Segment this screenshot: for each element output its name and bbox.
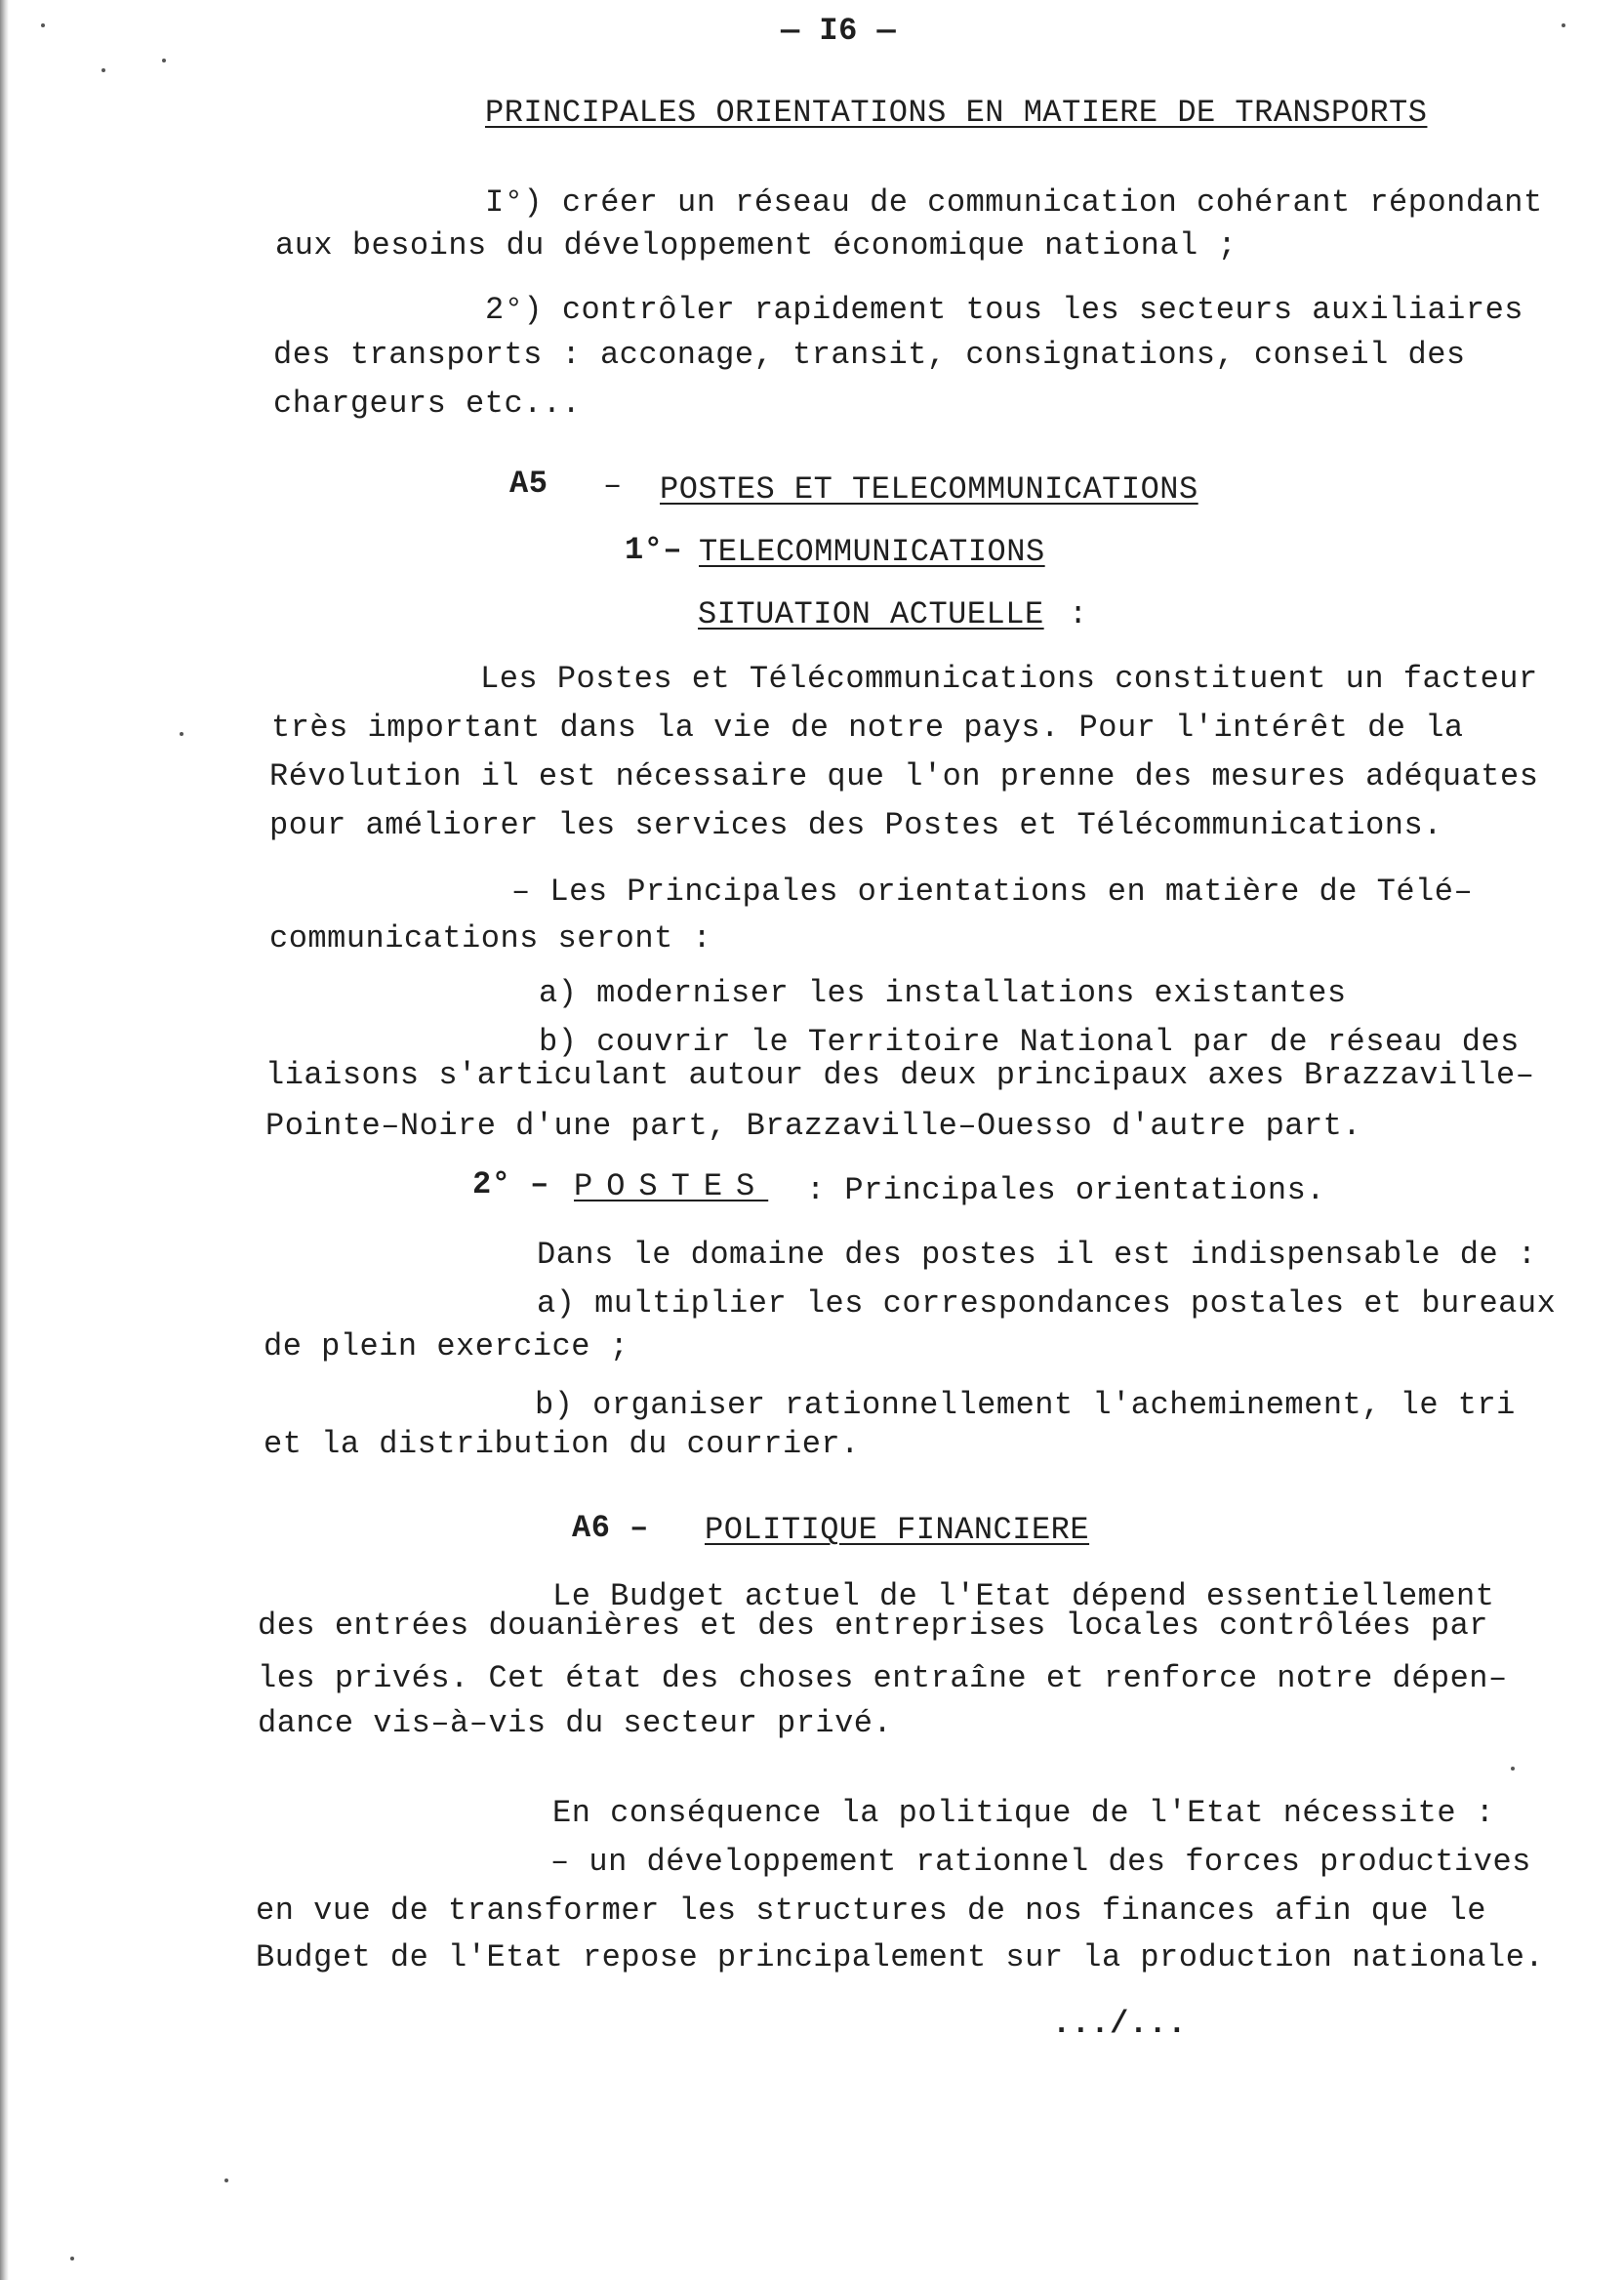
postes-intro: Dans le domaine des postes il est indispensable de : bbox=[537, 1237, 1537, 1273]
section-a6-heading: POLITIQUE FINANCIERE bbox=[705, 1512, 1090, 1548]
telecom-para-line-4: pour améliorer les services des Postes et Télécommunications. bbox=[269, 807, 1442, 843]
page-number: — I6 — bbox=[781, 13, 897, 49]
subsection-2-heading: POSTES bbox=[574, 1168, 769, 1204]
scan-speck bbox=[70, 2257, 74, 2260]
postes-item-b-line-2: et la distribution du courrier. bbox=[264, 1426, 860, 1462]
finance-consequence-line-4: Budget de l'Etat repose principalement sur la production nationale. bbox=[256, 1939, 1545, 1975]
postes-item-a-line-1: a) multiplier les correspondances postales et bureaux bbox=[537, 1285, 1557, 1322]
scan-speck bbox=[224, 2178, 228, 2182]
situation-heading: SITUATION ACTUELLE bbox=[698, 596, 1044, 632]
finance-para-line-2: des entrées douanières et des entreprises locales contrôlées par bbox=[258, 1608, 1488, 1644]
telecom-orientations-line-1: – Les Principales orientations en matière de Télé– bbox=[511, 874, 1474, 910]
section-a6-number: A6 – bbox=[572, 1510, 649, 1546]
scan-speck bbox=[180, 732, 183, 736]
telecom-para-line-1: Les Postes et Télécommunications constituent un facteur bbox=[480, 661, 1538, 697]
telecom-item-a: a) moderniser les installations existantes bbox=[539, 975, 1347, 1011]
section-a5-heading: POSTES ET TELECOMMUNICATIONS bbox=[660, 471, 1198, 508]
finance-consequence-line-1: En conséquence la politique de l'Etat nécessite : bbox=[552, 1795, 1495, 1831]
telecom-orientations-line-2: communications seront : bbox=[269, 920, 712, 957]
section-title: PRINCIPALES ORIENTATIONS EN MATIERE DE TRANSPORTS bbox=[485, 95, 1428, 131]
postes-item-b-line-1: b) organiser rationnellement l'acheminement, le tri bbox=[535, 1387, 1516, 1423]
postes-item-a-line-2: de plein exercice ; bbox=[264, 1328, 629, 1364]
finance-para-line-1: Le Budget actuel de l'Etat dépend essentiellement bbox=[552, 1578, 1495, 1614]
transport-item-2-line-2: des transports : acconage, transit, consignations, conseil des bbox=[273, 337, 1466, 373]
transport-item-2-line-3: chargeurs etc... bbox=[273, 386, 582, 422]
subsection-1-heading: TELECOMMUNICATIONS bbox=[699, 534, 1045, 570]
telecom-para-line-2: très important dans la vie de notre pays. Pour l'intérêt de la bbox=[271, 710, 1464, 746]
subsection-1-number: 1°– bbox=[625, 532, 683, 568]
continuation-mark: .../... bbox=[1052, 2006, 1187, 2042]
finance-para-line-3: les privés. Cet état des choses entraîne et renforce notre dépen– bbox=[258, 1660, 1508, 1696]
transport-item-1-line-1: I°) créer un réseau de communication cohérant répondant bbox=[485, 184, 1543, 221]
finance-consequence-line-2: – un développement rationnel des forces productives bbox=[550, 1844, 1531, 1880]
scan-speck bbox=[102, 68, 105, 72]
scan-speck bbox=[41, 23, 45, 27]
section-a5-number: A5 bbox=[509, 466, 548, 502]
scan-speck bbox=[1562, 23, 1565, 27]
scan-edge bbox=[0, 0, 9, 2280]
finance-para-line-4: dance vis–à–vis du secteur privé. bbox=[258, 1705, 893, 1741]
telecom-item-b-line-3: Pointe–Noire d'une part, Brazzaville–Ouesso d'autre part. bbox=[265, 1108, 1362, 1144]
situation-colon: : bbox=[1069, 596, 1088, 632]
transport-item-1-line-2: aux besoins du développement économique national ; bbox=[275, 227, 1238, 264]
scan-speck bbox=[162, 59, 166, 62]
subsection-2-rest: : Principales orientations. bbox=[806, 1172, 1325, 1208]
subsection-2-number: 2° – bbox=[472, 1166, 549, 1202]
section-a5-dash: – bbox=[603, 468, 623, 504]
telecom-item-b-line-2: liaisons s'articulant autour des deux principaux axes Brazzaville– bbox=[265, 1057, 1535, 1093]
finance-consequence-line-3: en vue de transformer les structures de nos finances afin que le bbox=[256, 1893, 1486, 1929]
telecom-item-b-line-1: b) couvrir le Territoire National par de réseau des bbox=[539, 1024, 1520, 1060]
telecom-para-line-3: Révolution il est nécessaire que l'on prenne des mesures adéquates bbox=[269, 758, 1539, 794]
transport-item-2-line-1: 2°) contrôler rapidement tous les secteurs auxiliaires bbox=[485, 292, 1523, 328]
scan-speck bbox=[1511, 1767, 1515, 1771]
